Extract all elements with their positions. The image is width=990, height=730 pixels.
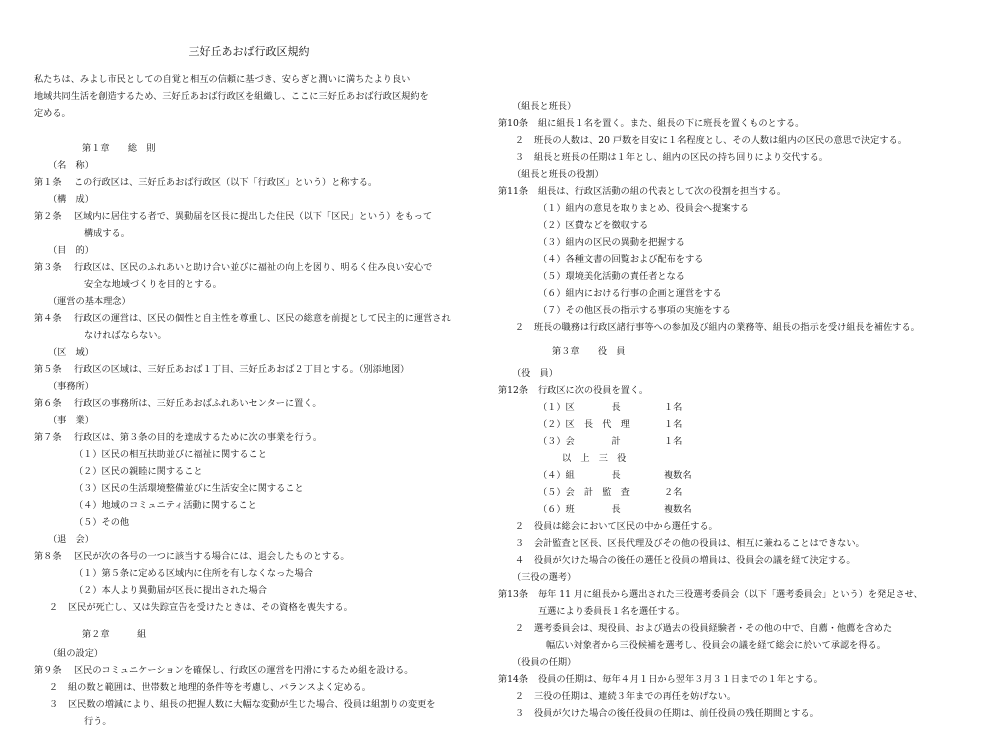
article-label: 第１条	[34, 177, 62, 188]
officer-role: （２）区 長 代 理	[538, 419, 630, 430]
list-item: （２）本人より異動届が区長に提出された場合	[74, 585, 267, 596]
article-heading: （事 業）	[48, 415, 94, 426]
chapter-3-title: 第３章 役 員	[552, 346, 626, 357]
article-heading: （役員の任期）	[512, 657, 577, 668]
list-item: （１）組内の意見を取りまとめ、役員会へ提案する	[538, 203, 749, 214]
preamble	[34, 71, 454, 122]
paragraph-text-continued: 行う。	[84, 716, 112, 727]
paragraph-number: ２	[514, 322, 524, 333]
preamble-line: 地域共同生活を創造するため、三好丘あおば行政区を組織し、ここに三好丘あおば行政区規約を	[34, 91, 429, 102]
officer-role: （４）組 長	[538, 470, 621, 481]
article-text: 区域内に居住する者で、異動届を区長に提出した住民（以下「区民」という）をもって	[74, 211, 433, 222]
paragraph-text: 役員が欠けた場合の後任の選任と役員の増員は、役員会の議を経て決定する。	[534, 555, 856, 566]
paragraph	[498, 132, 938, 149]
officer-row	[538, 467, 938, 484]
list-item: （４）地域のコミュニティ活動に関すること	[74, 500, 257, 511]
paragraph	[498, 319, 938, 336]
list-item: （２）区費などを徴収する	[538, 220, 649, 231]
article-11	[498, 183, 938, 200]
paragraph	[498, 149, 938, 166]
officer-row	[538, 484, 938, 501]
officer-count: 複数名	[664, 504, 692, 515]
article-label: 第12条	[498, 385, 529, 396]
article-13	[498, 586, 938, 603]
officer-count: １名	[664, 402, 683, 413]
paragraph-number: ２	[514, 623, 524, 634]
paragraph-text: 役員は総会において区民の中から選任する。	[534, 521, 718, 532]
paragraph	[498, 705, 938, 722]
preamble-line: 定める。	[34, 108, 71, 119]
article-heading: （組の設定）	[48, 648, 104, 659]
paragraph	[498, 688, 938, 705]
article-heading: （事務所）	[48, 381, 94, 392]
article-label: 第８条	[34, 551, 62, 562]
list-item: （１）第５条に定める区域内に住所を有しなくなった場合	[74, 568, 313, 579]
article-4	[34, 310, 454, 327]
right-column	[498, 98, 938, 722]
article-text-continued: 安全な地域づくりを目的とする。	[84, 279, 222, 290]
paragraph-text: 区民が死亡し、又は失踪宣告を受けたときは、その資格を喪失する。	[68, 602, 353, 613]
article-heading: （役 員）	[512, 368, 558, 379]
paragraph	[34, 679, 454, 696]
paragraph-number: ２	[514, 521, 524, 532]
paragraph-number: ３	[48, 699, 58, 710]
paragraph-text: 選考委員会は、現役員、および過去の役員経験者・その他の中で、自薦・他薦を含めた	[534, 623, 893, 634]
article-5	[34, 361, 454, 378]
paragraph	[498, 552, 938, 569]
article-text: 役員の任期は、毎年４月１日から翌年３月３１日までの１年とする。	[538, 674, 823, 685]
article-text: 組に組長１名を置く。また、組長の下に班長を置くものとする。	[538, 118, 805, 129]
article-heading: （運営の基本理念）	[48, 296, 131, 307]
article-text-continued: 互選により委員長１名を選任する。	[538, 606, 685, 617]
officer-group-label: 以 上 三 役	[562, 453, 627, 464]
paragraph-text: 役員が欠けた場合の後任役員の任期は、前任役員の残任期間とする。	[534, 708, 819, 719]
article-10	[498, 115, 938, 132]
officer-role: （３）会 計	[538, 436, 621, 447]
paragraph	[498, 620, 938, 637]
paragraph-number: ３	[514, 538, 524, 549]
article-label: 第13条	[498, 589, 529, 600]
chapter-2-title: 第２章 組	[82, 629, 147, 640]
article-heading: （三役の選考）	[512, 572, 577, 583]
list-item: （５）その他	[74, 517, 130, 528]
chapter-1-title: 第１章 総 則	[82, 143, 156, 154]
preamble-line: 私たちは、みよし市民としての自覚と相互の信頼に基づき、安らぎと潤いに満ちたより良い	[34, 74, 411, 85]
paragraph-number: ２	[514, 135, 524, 146]
article-text: 組長は、行政区活動の組の代表として次の役割を担当する。	[538, 186, 787, 197]
article-label: 第14条	[498, 674, 529, 685]
article-label: 第10条	[498, 118, 529, 129]
article-heading: （名 称）	[48, 160, 94, 171]
officer-count: ２名	[664, 487, 683, 498]
article-heading: （組長と班長の役割）	[512, 169, 604, 180]
article-heading: （構 成）	[48, 194, 94, 205]
list-item: （５）環境美化活動の責任者となる	[538, 271, 685, 282]
article-text: 行政区の運営は、区民の個性と自主性を尊重し、区民の総意を前提として民主的に運営され	[74, 313, 451, 324]
officer-count: １名	[664, 419, 683, 430]
article-label: 第３条	[34, 262, 62, 273]
officer-row	[538, 416, 938, 433]
article-text: 毎年 11 月に組長から選出された三役選考委員会（以下「選考委員会」という）を発足させ、	[538, 589, 923, 600]
article-label: 第６条	[34, 398, 62, 409]
article-label: 第５条	[34, 364, 62, 375]
list-item: （７）その他区長の指示する事項の実施をする	[538, 305, 731, 316]
paragraph-text: 組長と班長の任期は１年とし、組内の区民の持ち回りにより交代する。	[534, 152, 828, 163]
list-item: （２）区民の親睦に関すること	[74, 466, 203, 477]
officer-role: （６）班 長	[538, 504, 621, 515]
article-14	[498, 671, 938, 688]
paragraph-text: 三役の任期は、連続３年までの再任を妨げない。	[534, 691, 737, 702]
officer-row	[538, 433, 938, 450]
document-title: 三好丘あおば行政区規約	[188, 45, 310, 58]
article-label: 第９条	[34, 665, 62, 676]
paragraph	[498, 535, 938, 552]
officer-role: （５）会 計 監 査	[538, 487, 630, 498]
article-text-continued: なければならない。	[84, 330, 167, 341]
article-label: 第２条	[34, 211, 62, 222]
paragraph-number: ２	[48, 602, 58, 613]
paragraph-text-continued: 幅広い対象者から三役候補を選考し、役員会の議を経て総会に於いて承認を得る。	[546, 640, 886, 651]
paragraph-text: 会計監査と区長、区長代理及びその他の役員は、相互に兼ねることはできない。	[534, 538, 865, 549]
paragraph-number: ２	[48, 682, 58, 693]
article-text: この行政区は、三好丘あおば行政区（以下「行政区」という）と称する。	[74, 177, 378, 188]
article-text: 区民のコミュニケーションを確保し、行政区の運営を円滑にするため組を設ける。	[74, 665, 414, 676]
article-2	[34, 208, 454, 225]
paragraph-number: ３	[514, 152, 524, 163]
article-9	[34, 662, 454, 679]
paragraph-text: 班長の人数は、20 戸数を目安に１名程度とし、その人数は組内の区民の意思で決定する。	[534, 135, 907, 146]
article-6	[34, 395, 454, 412]
list-item: （６）組内における行事の企画と運営をする	[538, 288, 722, 299]
article-heading: （区 域）	[48, 347, 94, 358]
article-label: 第11条	[498, 186, 529, 197]
article-text: 行政区に次の役員を置く。	[538, 385, 649, 396]
list-item: （３）組内の区民の異動を把握する	[538, 237, 685, 248]
article-heading: （退 会）	[48, 534, 94, 545]
article-1	[34, 174, 454, 191]
article-label: 第７条	[34, 432, 62, 443]
officer-count: 複数名	[664, 470, 692, 481]
paragraph-text: 組の数と範囲は、世帯数と地理的条件等を考慮し、バランスよく定める。	[68, 682, 371, 693]
list-item: （３）区民の生活環境整備並びに生活安全に関すること	[74, 483, 304, 494]
paragraph	[34, 696, 454, 713]
paragraph-text: 班長の職務は行政区諸行事等への参加及び組内の業務等、組長の指示を受け組長を補佐する。	[534, 322, 920, 333]
article-3	[34, 259, 454, 276]
officer-list	[498, 399, 938, 518]
article-heading: （組長と班長）	[512, 101, 577, 112]
paragraph-number: ２	[514, 691, 524, 702]
article-heading: （目 的）	[48, 245, 94, 256]
officer-row	[538, 399, 938, 416]
article-8	[34, 548, 454, 565]
officer-count: １名	[664, 436, 683, 447]
paragraph-text: 区民数の増減により、組長の把握人数に大幅な変動が生じた場合、役員は組割りの変更を	[68, 699, 436, 710]
article-text: 区民が次の各号の一つに該当する場合には、退会したものとする。	[74, 551, 350, 562]
article-text-continued: 構成する。	[84, 228, 130, 239]
left-column	[34, 44, 454, 730]
paragraph-number: ４	[514, 555, 524, 566]
article-7	[34, 429, 454, 446]
officer-role: （１）区 長	[538, 402, 621, 413]
paragraph	[498, 518, 938, 535]
officer-row	[538, 501, 938, 518]
paragraph-number: ３	[514, 708, 524, 719]
article-12	[498, 382, 938, 399]
list-item: （４）各種文書の回覧および配布をする	[538, 254, 704, 265]
article-text: 行政区の事務所は、三好丘あおばふれあいセンターに置く。	[74, 398, 322, 409]
paragraph	[34, 599, 454, 616]
article-label: 第４条	[34, 313, 62, 324]
article-text: 行政区の区域は、三好丘あおば１丁目、三好丘あおば２丁目とする。（別添地図）	[74, 364, 410, 375]
list-item: （１）区民の相互扶助並びに福祉に関すること	[74, 449, 267, 460]
article-text: 行政区は、第３条の目的を達成するために次の事業を行う。	[74, 432, 323, 443]
article-text: 行政区は、区民のふれあいと助け合い並びに福祉の向上を図り、明るく住み良い安心で	[74, 262, 433, 273]
